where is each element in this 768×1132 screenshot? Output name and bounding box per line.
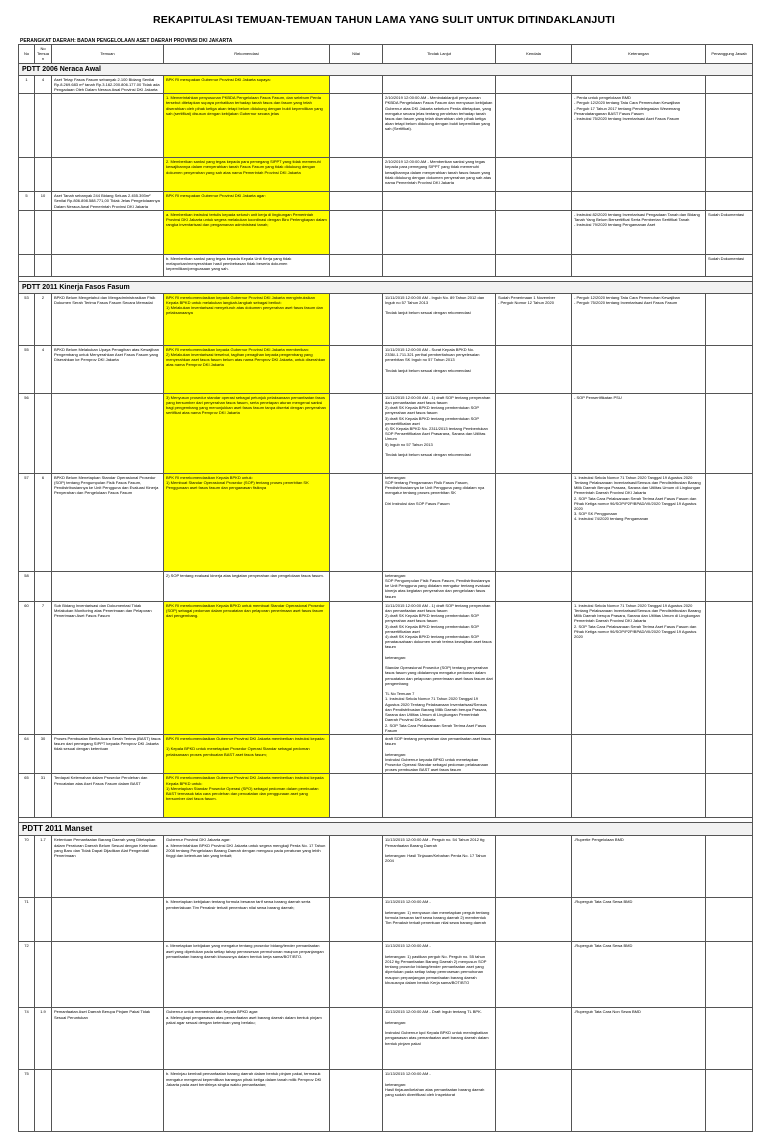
row-temuan: [52, 942, 164, 1008]
row-rekomendasi: c. Menetapkan kebijakan yang mengatur tentang prosedur bidang/tender pemanfaatan aset yang diperlukan pada setiap tahap pemrosesan permohonan maupun perpanjangan pemanfaatan barang daerah khususnya dalam bentuk kerja sama/BOT/BTO.: [164, 942, 330, 1008]
row-tindak-lanjut: 11/11/2015 12:00:00 AM - 1) draft SOP tentang penyerahan dan pemanfaatan aset fasos fasum 2) draft SK Kepala BPKD tentang pembentukan SOP penyerahan aset fasos fasum 3) draft SK Kepala BPKD tentang pembentukan SOP pensertifikatan aset 4) draft SK Kepala BPKD tentang pembentukan SOP penatausahaan dokumen serah terima kewajiban aset fasos fasum keterangan: Standar Operasional Prosedur (SOP) tentang penyerahan fasos fasum yang didalamnya mengatur pedoman dalam pencatatan dan pelaporan penerimaan aset fasos fasum dari pengembang TL No Temuan 7 1. Instruksi Sekda Nomor 71 Tahun 2020 Tanggal 19 Agustus 2020 Tentang Pelaksanaan Inventarisasi/Sensus dan Pendistribusian Barang Milik Daerah berupa Prasara, Sarana dan Utilitas Umum di Lingkungan Pemerintah Daerah Provinsi DKI Jakarta 2. SOP Tata Cara Pelaksanaan Serah Terima Aset Fasos Fasum: [383, 601, 496, 734]
row-rekomendasi: Gubernur untuk memerintahkan Kepala BPKD agar: a. Melengkapi pengawasan atas pemanfaatan aset barang daerah dalam bentuk pinjam pakai agar sesuai dengan ketentuan yang berlaku;: [164, 1008, 330, 1070]
row-penanggung-jawab: [706, 1008, 753, 1070]
row-kendala: [496, 75, 572, 94]
row-temuan: [52, 254, 164, 276]
row-keterangan: -Rupergub Tata Cara Non Sewa BMD: [572, 1008, 706, 1070]
row-keterangan: -Rupergub Tata Cara Sewa BMD: [572, 898, 706, 942]
row-nilai: [330, 345, 383, 393]
row-no-temuan: 31: [35, 774, 52, 818]
row-penanggung-jawab: [706, 1070, 753, 1132]
row-temuan: [52, 210, 164, 254]
row-no-temuan: [35, 898, 52, 942]
row-no-temuan: 4: [35, 75, 52, 94]
table-row: [19, 345, 753, 393]
row-temuan: BPKD Belum Melakukan Upaya Penagihan atas Kewajiban Pengembang untuk Menyerahkan Aset Fasos Fasum yang Diserahkan ke Pemprov DKI Jakarta: [52, 345, 164, 393]
row-tindak-lanjut: draft SOP tentang penyerahan dan pemanfaatan aset fasos fasum keterangan: Instruksi Gubernur kepada BPKD untuk menetapkan Prosedur Operasi Standar sebagai pedoman pelaksanaan proses pembuatan BAST aset fasos fasum: [383, 734, 496, 773]
row-no-temuan: [35, 158, 52, 192]
row-kendala: [496, 571, 572, 601]
col-no: No: [19, 45, 35, 64]
row-penanggung-jawab: [706, 393, 753, 473]
row-no: 56: [19, 393, 35, 473]
row-no: 1: [19, 75, 35, 94]
row-no: 70: [19, 836, 35, 898]
table-header: [19, 45, 753, 64]
row-no-temuan: [35, 571, 52, 601]
row-temuan: Proses Pembuatan Berita Acara Serah Terima (BAST) fasos fasum dari pemegang SIPPT kepada Pemprov DKI Jakarta tidak sesuai dengan ketentuan: [52, 734, 164, 773]
table-row: [19, 293, 753, 345]
row-keterangan: -Rupertie Pengelolaan BMD: [572, 836, 706, 898]
row-rekomendasi: b. Meninjau kembali pemanfaatan barang daerah dalam bentuk pinjam pakai, termasuk mengatur mengenai kepemilikan barangan pihak ketiga dalam tanah milik Pemprov DKI Jakarta pada aset berdirinya singka waktu pemanfaatan;: [164, 1070, 330, 1132]
row-kendala: [496, 774, 572, 818]
col-keterangan: Keterangan: [572, 45, 706, 64]
row-kendala: Sudah Penerimaan 1 November - Pergub Nomor 12 Tahun 2020: [496, 293, 572, 345]
col-rekomendasi: Rekomendasi: [164, 45, 330, 64]
row-tindak-lanjut: keterangan: SOP Pengumpulan Fisik Fasos Fasum, Pendistribusiannya ke Unit Pengguna yang didalam mengatur tentang evaluasi kinerja atas kegiatan penyerahan dan pengelolaan fasos fasum: [383, 571, 496, 601]
row-kendala: [496, 254, 572, 276]
row-nilai: [330, 210, 383, 254]
row-keterangan: [572, 571, 706, 601]
row-temuan: [52, 158, 164, 192]
section-header: [19, 823, 753, 836]
table-row: [19, 393, 753, 473]
table-row: [19, 836, 753, 898]
row-penanggung-jawab: [706, 836, 753, 898]
row-no-temuan: 30: [35, 734, 52, 773]
row-keterangan: [572, 158, 706, 192]
row-tindak-lanjut: [383, 774, 496, 818]
row-nilai: [330, 734, 383, 773]
row-temuan: Aset Tanah sebanyak 244 Bidang Seluas 2.455.393m² Senilai Rp.806.898.588.771,00 Tidak Jelas Pengelolaannya Dalam Neraca Awal Pemerintah Provinsi DKI Jakarta: [52, 192, 164, 211]
row-no: [19, 94, 35, 158]
section-title: PDTT 2011 Kinerja Fasos Fasum: [19, 281, 753, 293]
row-nilai: [330, 94, 383, 158]
row-no-temuan: [35, 393, 52, 473]
row-no-temuan: [35, 942, 52, 1008]
row-no-temuan: [35, 1070, 52, 1132]
row-keterangan: - Perda untuk pengelolaan BMD - Pergub 12/2020 tentang Tata Cara Pemenuhan Kewajiban - Pergub 17 Tahun 2017 tentang Pendelegasian Wewenang Penandatanganan BAST Fasos Fasum - Instruksi 75/2020 tentang Inventarisasi Aset Fasos Fasum: [572, 94, 706, 158]
table-row: [19, 158, 753, 192]
section-title: PDTT 2011 Manset: [19, 823, 753, 836]
row-no: 58: [19, 571, 35, 601]
row-penanggung-jawab: [706, 734, 753, 773]
row-tindak-lanjut: 11/13/2015 12:00:00 AM - Draft Ingub tentang TL BPK. keterangan: Instruksi Gubernur kpd Kepala BPKD untuk meningkatkan pengawasan atas pemanfaatan aset barang daerah dalam bentuk pinjam pakai: [383, 1008, 496, 1070]
row-temuan: BPKD Belum Menetapkan Standar Operasional Prosedur (SOP) tentang Pengumpulan Fisik Fasos Fasum, Pendistribusiannya ke Unit Pengguna dan Evaluasi Kinerja Penyerahan dan Pengelolaan Fasos Fasum: [52, 473, 164, 571]
row-penanggung-jawab: [706, 473, 753, 571]
row-rekomendasi: BPK RI merekomendasikan kepada Gubernur Provinsi DKI Jakarta mengintruksikan Kepala BPKD untuk melakukan langkah-langkah sebagai berikut: 1) Melakukan inventarisasi menyeluruh atas dokumen penyerahan aset fasos fasum dan pelaksanaanya: [164, 293, 330, 345]
col-tindak-lanjut: Tindak Lanjut: [383, 45, 496, 64]
row-tindak-lanjut: 11/13/2015 12:00:00 AM - keterangan: Hasil tinjauan/kelahan atas pemanfaatan barang daerah yang sudah diverifikasi oleh Inspektorat: [383, 1070, 496, 1132]
row-keterangan: 1. Instruksi Sekda Nomor 71 Tahun 2020 Tanggal 19 Agustus 2020 Tentang Pelaksanaan Inventarisasi/Sensus dan Pendistribusian Barang Milik Daerah berupa Prasara, Sarana dan Utilitas Umum di Lingkungan Pemerintah Daerah Provinsi DKI Jakarta 2. SOP Tata Cara Pelaksanaan Serah Terima Aset Fasos Fasum dan Pihak Ketiga nomor 96/SOP/P2P/BPAD/VII/2020 Tanggal 19 Agustus 2020: [572, 601, 706, 734]
row-rekomendasi: BPK RI merekomendasikan Gubernur Provinsi DKI Jakarta memberikan instruksi kepada: 1) Kepala BPKD untuk menetapkan Prosedur Operasi Standar sebagai pedoman pelaksanaan proses pembuatan BAST aset fasos fasum;: [164, 734, 330, 773]
row-kendala: [496, 1070, 572, 1132]
row-no: 74: [19, 1008, 35, 1070]
row-keterangan: 1. Instruksi Sekda Nomor 71 Tahun 2020 Tanggal 19 Agustus 2020 Tentang Pelaksanaan Inventarisasi/Sensus dan Pendistribusian Barang Milik Daerah Berupa Prasara, Sarana dan Utilitas Umum di Lingkungan Pemerintah Daerah Provinsi DKI Jakarta 2. SOP Tata Cara Pelaksanaan Serah Terima Aset Fasos Fasum dan Pihak Ketiga nomor 96/SOP/P2P/BPAD/VII/2020 Tanggal 19 Agustus 2020 3. SOP SK Penggunaan 4. Instruksi 74/2020 tentang Pengamanan: [572, 473, 706, 571]
row-kendala: [496, 393, 572, 473]
row-tindak-lanjut: [383, 254, 496, 276]
row-temuan: [52, 1070, 164, 1132]
row-temuan: [52, 94, 164, 158]
row-no-temuan: 1.7: [35, 836, 52, 898]
row-penanggung-jawab: [706, 75, 753, 94]
row-rekomendasi: b. Menetapkan kebijakan tentang formula besaran tarif sewa barang daerah serta pemberlakuan Tim Penaksir terkait penentuan nilai sewa barang daerah;: [164, 898, 330, 942]
row-temuan: [52, 898, 164, 942]
row-no-temuan: [35, 94, 52, 158]
row-no-temuan: 10: [35, 192, 52, 211]
row-tindak-lanjut: 11/13/2015 12:00:00 AM - keterangan: 1) pastikan pergub No. Pergub no. 55 tahun 2012 ttg Pemanfaatan Barang Daerah 2) menyusun SOP tentang prosedur bidang/tender pemanfaatan aset yang diperlukan pada setiap tahap pemrosesan permohonan maupun perpanjangan pemanfaatan barang daerah khususnya dalam bentuk Kerja sama/BOT/BTO: [383, 942, 496, 1008]
row-kendala: [496, 942, 572, 1008]
row-kendala: [496, 601, 572, 734]
row-kendala: [496, 192, 572, 211]
row-penanggung-jawab: Sudah Dokumentasi: [706, 210, 753, 254]
table-row: [19, 601, 753, 734]
table-row: [19, 75, 753, 94]
row-penanggung-jawab: [706, 774, 753, 818]
table-row: [19, 734, 753, 773]
col-temuan: Temuan: [52, 45, 164, 64]
row-kendala: [496, 898, 572, 942]
row-nilai: [330, 158, 383, 192]
row-kendala: [496, 1008, 572, 1070]
table-row: [19, 210, 753, 254]
perangkat-daerah: PERANGKAT DAERAH: BADAN PENGELOLAAN ASET DAERAH PROVINSI DKI JAKARTA: [20, 38, 233, 44]
row-rekomendasi: Gubernur Provinsi DKI Jakarta agar: a. Memerintahkan BPKD Provinsi DKI Jakarta untuk segera mengkaji Perda No. 17 Tahun 2008 tentang Pengelolaan Barang Daerah dengan mengacu pada peraturan yang lebih tinggi dan ketentuan lain yang terkait;: [164, 836, 330, 898]
table-row: [19, 192, 753, 211]
row-penanggung-jawab: [706, 345, 753, 393]
row-nilai: [330, 293, 383, 345]
row-tindak-lanjut: 2/10/2019 12:00:00 AM - Menindaklanjuti penyusunan PKBDA Pengelolaan Fasos Fasum dan menyusun kebijakan Gubernur atas DKI Jakarta sebelum Perda ditetapkan, yang mengatur secara jelas tentang perolehan terhadap tanah fasos dan fasum yang telah diserahkan oleh pihak ketiga akan tetapi belum didukung dengan bukti kepemilikan yang sah (Sertifikat).: [383, 94, 496, 158]
rekap-table: [18, 44, 753, 1132]
row-tindak-lanjut: [383, 210, 496, 254]
row-tindak-lanjut: 11/11/2015 12:00:00 AM - Ingub No. 89 Tahun 2012 dan Ingub no 57 Tahun 2013 Tindak lanjut belum sesuai dengan rekomendasi: [383, 293, 496, 345]
row-no: [19, 254, 35, 276]
table-row: [19, 942, 753, 1008]
row-no: 57: [19, 473, 35, 571]
table-row: [19, 94, 753, 158]
row-rekomendasi: BPK RI merekomendasikan kepada Gubernur Provinsi DKI Jakarta memberikan: 2) Melakukan inventarisasi tersebut, tagihan penagihan kepada pengembang yang menyerahkan aset fasos fasum belum atas nama Pemprov DKI Jakarta, untuk diserahkan atas nama Pemprov DKI Jakarta: [164, 345, 330, 393]
row-keterangan: - Pergub 12/2020 tentang Tata Cara Pemenuhan Kewajiban - Pergub 75/2020 tentang Inventarisasi Aset Fasos Fasum: [572, 293, 706, 345]
row-nilai: [330, 601, 383, 734]
row-tindak-lanjut: [383, 75, 496, 94]
row-keterangan: [572, 1070, 706, 1132]
row-nilai: [330, 75, 383, 94]
row-no-temuan: 7: [35, 601, 52, 734]
table-row: [19, 898, 753, 942]
row-nilai: [330, 192, 383, 211]
table-row: [19, 774, 753, 818]
col-kendala: Kendala: [496, 45, 572, 64]
row-keterangan: - Instruksi 82/2020 tentang Inventarisasi Pengadaan Tanah dan Bidang Tanah Yang Belum Bersertifikat Serta Pemberian Sertifikat Tanah - Instruksi 79/2020 tentang Pengamanan Aset: [572, 210, 706, 254]
row-no: 5: [19, 192, 35, 211]
row-keterangan: [572, 192, 706, 211]
table-row: [19, 1070, 753, 1132]
row-rekomendasi: 1. Memerintahkan penyusunan PKBDA Pengelolaan Fasos Fasum, dan selebum Perda tersebut ditetapkan supaya perhatikan terhadap tanah fasos dan fasum yang telah diserahkan oleh pihak ketiga akan tetapi belum didukung dengan bukti kepemilikan yang sah (sertifikat) disusun dengan kebijakan Gubernur secara jelas: [164, 94, 330, 158]
row-tindak-lanjut: [383, 192, 496, 211]
row-temuan: Terdapat Kelemahan dalam Prosedur Perolehan dan Pencatatan atas Aset Fasos Fasum dalam BAST: [52, 774, 164, 818]
row-temuan: [52, 393, 164, 473]
row-kendala: [496, 158, 572, 192]
row-temuan: [52, 571, 164, 601]
row-rekomendasi: a. Memberikan instruksi tertulis kepada seluruh unit kerja di lingkungan Pemerintah Provinsi DKI Jakarta untuk segera melakukan koordinasi dengan Biro Perlengkapan dalam rangka inventarisasi dan pengamanan administrasi tanah;: [164, 210, 330, 254]
row-rekomendasi: 3) Menyusun prosedur standar operasi sebagai petunjuk pelaksanaan pemanfaatan fasos yang bersumber dari penyerahan fasos fasum, serta penetapan aturan mengenai sanksi bagi pengembang yang menunjukkan aset fasos fasum tanpa disertai dengan penyerahan sertifikat atas nama Pemprov DKI Jakarta: [164, 393, 330, 473]
row-no: 72: [19, 942, 35, 1008]
row-nilai: [330, 254, 383, 276]
row-tindak-lanjut: 11/13/2015 12:00:00 AM - Pergub no. 54 Tahun 2012 ttg Pemanfaatan Barang Daerah keterangan: Hasil Tinjauan/Kebahan Perda No. 17 Tahun 2004: [383, 836, 496, 898]
row-no: [19, 210, 35, 254]
row-rekomendasi: b. Memberikan sanksi yang tegas kepada Kepala Unit Kerja yang tidak melaporkan/menyerahkan hasil pembebasan tidak beserta dokumen kepemilikan/penguasaan yang sah.: [164, 254, 330, 276]
row-no-temuan: 6: [35, 473, 52, 571]
row-temuan: BPKD Belum Mengetahui dan Mengadministrasikan Fisik Dokumen Serah Terima Fasos Fasum Secara Memadai: [52, 293, 164, 345]
row-penanggung-jawab: [706, 158, 753, 192]
row-penanggung-jawab: [706, 293, 753, 345]
row-no: 53: [19, 293, 35, 345]
row-no: 55: [19, 345, 35, 393]
row-no-temuan: 4: [35, 345, 52, 393]
section-header: [19, 63, 753, 75]
row-rekomendasi: BPK RI merupakan Gubernur Provinsi DKI Jakarta supaya:: [164, 75, 330, 94]
row-rekomendasi: BPK RI merekomendasikan Kepala BPKD untuk: 1) Membuat Standar Operasional Prosedur (SOP) tentang proses penerbitan SK Penggunaan aset fasos fasum dan pengawasan fisiknya: [164, 473, 330, 571]
row-penanggung-jawab: [706, 571, 753, 601]
row-no-temuan: 1.9: [35, 1008, 52, 1070]
row-no: 65: [19, 774, 35, 818]
row-rekomendasi: 2) SOP tentang evaluasi kinerja atas kegiatan penyerahan dan pengelolaan fasos fasum.: [164, 571, 330, 601]
row-nilai: [330, 393, 383, 473]
col-nilai: Nilai: [330, 45, 383, 64]
row-no: 64: [19, 734, 35, 773]
row-temuan: Ketentuan Pemanfaatan Barang Daerah yang Ditetapkan dalam Peraturan Daerah Belum Sesuai dengan Ketentuan yang Baru dan Tidak Dapat Dijadikan Alat Pengendali Penerimaan: [52, 836, 164, 898]
row-rekomendasi: BPK RI merekomendasikan Gubernur Provinsi DKI Jakarta memberikan instruksi kepada Kepala BPKD untuk: 1) Menetapkan Standar Prosedur Operasi (SPO) sebagai pedoman dalam pembuatan BAST termasuk tata cara perolehan dan pencatatan dan penggunaan aset yang bersumber dari fasos fasum.: [164, 774, 330, 818]
row-no: 71: [19, 898, 35, 942]
row-temuan: Sub Bidang Inventarisasi dan Dokumentasi Tidak Melakukan Monitoring atas Penerimaan dan Pelaporan Penerimaan Aset Fasos Fasum: [52, 601, 164, 734]
table-body: [19, 63, 753, 1132]
row-penanggung-jawab: [706, 601, 753, 734]
row-rekomendasi: BPK RI merekomendasikan Kepala BPKD untuk membuat Standar Operasional Prosedur (SOP) sebagai pedoman dalam pencatatan dan pelaporan penerimaan aset fasos fasum dari pengembang.: [164, 601, 330, 734]
row-no: [19, 158, 35, 192]
row-tindak-lanjut: keterangan: SOP tentang Pengamanan Fisik Fasos Fasum, Pendistribusiannya ke Unit Pengguna yang didalam nya mengatur tentang proses penerbitan SK Diri Instruksi dan SOP Fasos Fasum: [383, 473, 496, 571]
row-penanggung-jawab: [706, 942, 753, 1008]
row-rekomendasi: BPK RI merupakan Gubernur Provinsi DKI Jakarta agar:: [164, 192, 330, 211]
row-kendala: [496, 836, 572, 898]
row-no: 75: [19, 1070, 35, 1132]
row-tindak-lanjut: 11/11/2015 12:00:00 AM - 1) draft SOP tentang penyerahan dan pemanfaatan aset fasos fasum 2) draft SK Kepala BPKD tentang pembentukan SOP penyerahan aset fasos fasum 3) draft SK Kepala BPKD tentang pembentukan SOP pensertifikatan aset 4) SK Kepala BPKD No. 2311/2013 tentang Pembentukan SOP Pensertifikatan Aset Prasarana, Sarana dan Utilitas Umum 5) Ingub no 57 Tahun 2013 Tindak lanjut belum sesuai dengan rekomendasi: [383, 393, 496, 473]
row-nilai: [330, 898, 383, 942]
table-row: [19, 571, 753, 601]
row-kendala: [496, 210, 572, 254]
row-tindak-lanjut: 11/11/2015 12:00:00 AM - Surat Kepala BPKD No. 2336/-1.711.321 perihal pemberitahuan penyelesaian penerbitan SK Ingub no 57 Tahun 2013 Tindak lanjut belum sesuai dengan rekomendasi: [383, 345, 496, 393]
row-kendala: [496, 734, 572, 773]
row-nilai: [330, 473, 383, 571]
row-penanggung-jawab: [706, 192, 753, 211]
row-penanggung-jawab: [706, 94, 753, 158]
row-keterangan: [572, 75, 706, 94]
col-no-temuan: No Temuan: [35, 45, 52, 64]
row-kendala: [496, 345, 572, 393]
section-header: [19, 281, 753, 293]
row-kendala: [496, 473, 572, 571]
row-nilai: [330, 774, 383, 818]
row-keterangan: - SOP Pensertifikatan PSU: [572, 393, 706, 473]
row-penanggung-jawab: [706, 898, 753, 942]
row-penanggung-jawab: Sudah Dokumentasi: [706, 254, 753, 276]
row-nilai: [330, 942, 383, 1008]
row-nilai: [330, 1008, 383, 1070]
row-rekomendasi: 2. Memberikan sanksi yang tegas kepada para pemegang SIPPT yang tidak memenuhi kewajibannya dalam menyerahkan tanah Fasos Fasum yang tidak didukung dengan dokumen penyerahan yang sah atas nama Pemerintah Provinsi DKI Jakarta: [164, 158, 330, 192]
row-temuan: Aset Tetap Fasos Fasum sebanyak 2.100 Bidang Senilai Rp.8.269.683 m² tanah Rp.3.162.200.806.177.00 Tidak ada Pengadaan Oleh Dalam Neraca Awal Provinsi DKI Jakarta: [52, 75, 164, 94]
row-keterangan: [572, 734, 706, 773]
row-nilai: [330, 836, 383, 898]
row-nilai: [330, 1070, 383, 1132]
table-row: [19, 473, 753, 571]
row-nilai: [330, 571, 383, 601]
row-tindak-lanjut: 11/13/2015 12:00:00 AM - keterangan: 1) menyusun dan menetapkan pergub tentang formula besaran tarif sewa barang daerah 2) membentuk Tim Penaksir terkait penentuan nilai sewa barang daerah: [383, 898, 496, 942]
section-title: PDTT 2006 Neraca Awal: [19, 63, 753, 75]
row-no-temuan: [35, 254, 52, 276]
row-keterangan: [572, 345, 706, 393]
row-temuan: Pemanfaatan Aset Daerah Berupa Pinjam Pakai Tidak Sesuai Peruntukan: [52, 1008, 164, 1070]
table-row: [19, 1008, 753, 1070]
row-keterangan: [572, 774, 706, 818]
row-no-temuan: [35, 210, 52, 254]
page-title: REKAPITULASI TEMUAN-TEMUAN TAHUN LAMA YANG SULIT UNTUK DITINDAKLANJUTI: [153, 14, 615, 26]
row-tindak-lanjut: 2/10/2019 12:00:00 AM - Memberikan sanksi yang tegas kepada para pemegang SIPPT yang tidak memenuhi kewajibannya dalam menyerahkan tanah fasos fasum yang tidak didukung dengan dokumen penyerahan yang sah atas nama Pemerintah Provinsi DKI Jakarta: [383, 158, 496, 192]
row-kendala: [496, 94, 572, 158]
row-keterangan: -Rupergub Tata Cara Sewa BMD: [572, 942, 706, 1008]
table-row: [19, 254, 753, 276]
row-no: 60: [19, 601, 35, 734]
col-penanggung-jawab: Penanggung Jawab: [706, 45, 753, 64]
row-no-temuan: 2: [35, 293, 52, 345]
row-keterangan: [572, 254, 706, 276]
